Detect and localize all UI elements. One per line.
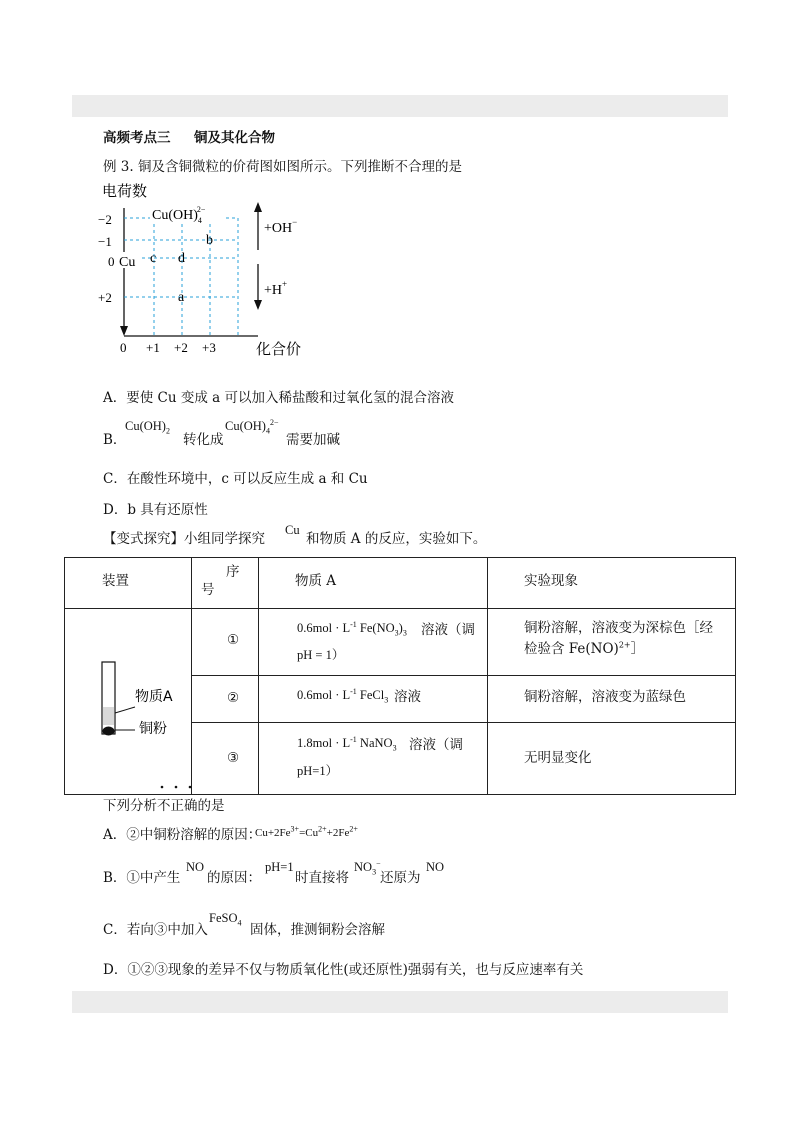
emphasis-dots bbox=[158, 784, 208, 790]
phenomenon-cell: 铜粉溶解，溶液变为深棕色［经 检验含 Fe(NO)$^{2+}$］ bbox=[488, 609, 736, 676]
test-tube-illustration bbox=[65, 609, 191, 797]
species-d: d bbox=[178, 251, 185, 266]
example-question bbox=[103, 158, 462, 176]
option-b-prefix: B． bbox=[103, 432, 127, 448]
h-arrow-label: +H+ bbox=[264, 279, 288, 298]
seq-cell: ② bbox=[192, 676, 259, 723]
experiment-table bbox=[64, 557, 736, 795]
phenomenon-cell: 无明显变化 bbox=[488, 723, 736, 795]
variant-cu: Cu bbox=[285, 523, 300, 537]
y-axis-title: 电荷数 bbox=[102, 182, 148, 200]
option-b-formula2: $Cu(OH)_4^{2-}$ bbox=[225, 417, 279, 436]
variant-intro bbox=[103, 523, 603, 547]
equation: $Cu+2Fe^{3+}=Cu^{2+}+2Fe^{2+}$ bbox=[255, 824, 358, 839]
grid bbox=[124, 218, 238, 336]
header-apparatus: 装置 bbox=[65, 558, 192, 609]
species-complex: $Cu(OH)_42-$ bbox=[152, 205, 206, 225]
option-c: C．在酸性环境中，c 可以反应生成 a 和 Cu bbox=[103, 471, 368, 487]
oh-arrow-head bbox=[254, 202, 262, 212]
option-a: A．要使 Cu 变成 a 可以加入稀盐酸和过氧化氢的混合溶液 bbox=[103, 390, 454, 406]
x-axis-title: 化合价 bbox=[256, 340, 302, 358]
label-copper-powder: 铜粉 bbox=[139, 721, 167, 737]
substance-cell: $0.6mol \cdot L^{-1}$ FeCl$_3$ 溶液 bbox=[259, 676, 488, 723]
y-tick-label: 0 bbox=[108, 254, 115, 269]
y-axis-arrow bbox=[120, 326, 128, 336]
section-name: 铜及其化合物 bbox=[194, 130, 275, 146]
seq-cell: ① bbox=[192, 609, 259, 676]
bottom-band bbox=[72, 991, 728, 1013]
seq-cell: ③ bbox=[192, 723, 259, 795]
example-prefix: 例 3. bbox=[103, 159, 134, 175]
option-d: D．b 具有还原性 bbox=[103, 502, 208, 518]
x-tick-label: 0 bbox=[120, 340, 127, 355]
table-header-row bbox=[65, 558, 736, 609]
option-b-mid: 转化成 bbox=[183, 432, 224, 448]
variant-rest: 和物质 A 的反应，实验如下。 bbox=[306, 531, 487, 547]
top-band bbox=[72, 95, 728, 117]
section-number: 高频考点三 bbox=[103, 130, 171, 146]
label-substance-a: 物质A bbox=[135, 689, 173, 705]
variant-label: 【变式探究】小组同学探究 bbox=[103, 531, 265, 547]
apparatus-cell bbox=[65, 609, 192, 795]
x-tick-label: +3 bbox=[202, 340, 216, 355]
section-title bbox=[103, 129, 275, 147]
h-arrow-head bbox=[254, 300, 262, 310]
species-c: c bbox=[150, 251, 157, 266]
species-a: a bbox=[178, 290, 185, 305]
oh-arrow-label: +OH− bbox=[264, 217, 298, 236]
option-b bbox=[103, 419, 503, 449]
x-tick-label: +2 bbox=[174, 340, 188, 355]
y-tick-label: +2 bbox=[98, 290, 112, 305]
header-seq: 序 号 bbox=[192, 558, 259, 609]
analysis-option-a: A．②中铜粉溶解的原因： $Cu+2Fe^{3+}=Cu^{2+}+2Fe^{2+}$ bbox=[103, 824, 358, 843]
header-phenomenon: 实验现象 bbox=[488, 558, 736, 609]
analysis-question: 下列分析不正确的是 bbox=[103, 798, 225, 814]
species-cu: Cu bbox=[119, 255, 136, 270]
option-b-end: 需要加碱 bbox=[286, 432, 340, 448]
example-text: 铜及含铜微粒的价荷图如图所示。下列推断不合理的是 bbox=[137, 159, 462, 175]
x-tick-label: +1 bbox=[146, 340, 160, 355]
substance-cell: $0.6mol \cdot L^{-1}$ $Fe(NO_3)_3$ 溶液（调 pH = 1） bbox=[259, 609, 488, 676]
option-b-formula1: $Cu(OH)_2$ bbox=[125, 419, 170, 436]
table-row bbox=[65, 609, 736, 676]
analysis-option-c: C．若向③中加入 FeSO$_4$ 固体，推测铜粉会溶解 bbox=[103, 911, 385, 938]
y-tick-label: −2 bbox=[98, 212, 112, 227]
copper-powder bbox=[103, 727, 115, 736]
analysis-option-d: D．①②③现象的差异不仅与物质氧化性(或还原性)强弱有关，也与反应速率有关 bbox=[103, 962, 584, 978]
charge-valence-diagram bbox=[96, 180, 336, 365]
substance-cell: $1.8mol \cdot L^{-1}$ NaNO$_3$ 溶液（调 pH=1） bbox=[259, 723, 488, 795]
phenomenon-cell: 铜粉溶解，溶液变为蓝绿色 bbox=[488, 676, 736, 723]
header-substance: 物质 A bbox=[259, 558, 488, 609]
species-b: b bbox=[206, 233, 213, 248]
y-tick-label: −1 bbox=[98, 234, 112, 249]
analysis-option-b: B．①中产生 NO 的原因： pH=1 时直接将 $NO_3^-$ 还原为 NO bbox=[103, 858, 445, 886]
